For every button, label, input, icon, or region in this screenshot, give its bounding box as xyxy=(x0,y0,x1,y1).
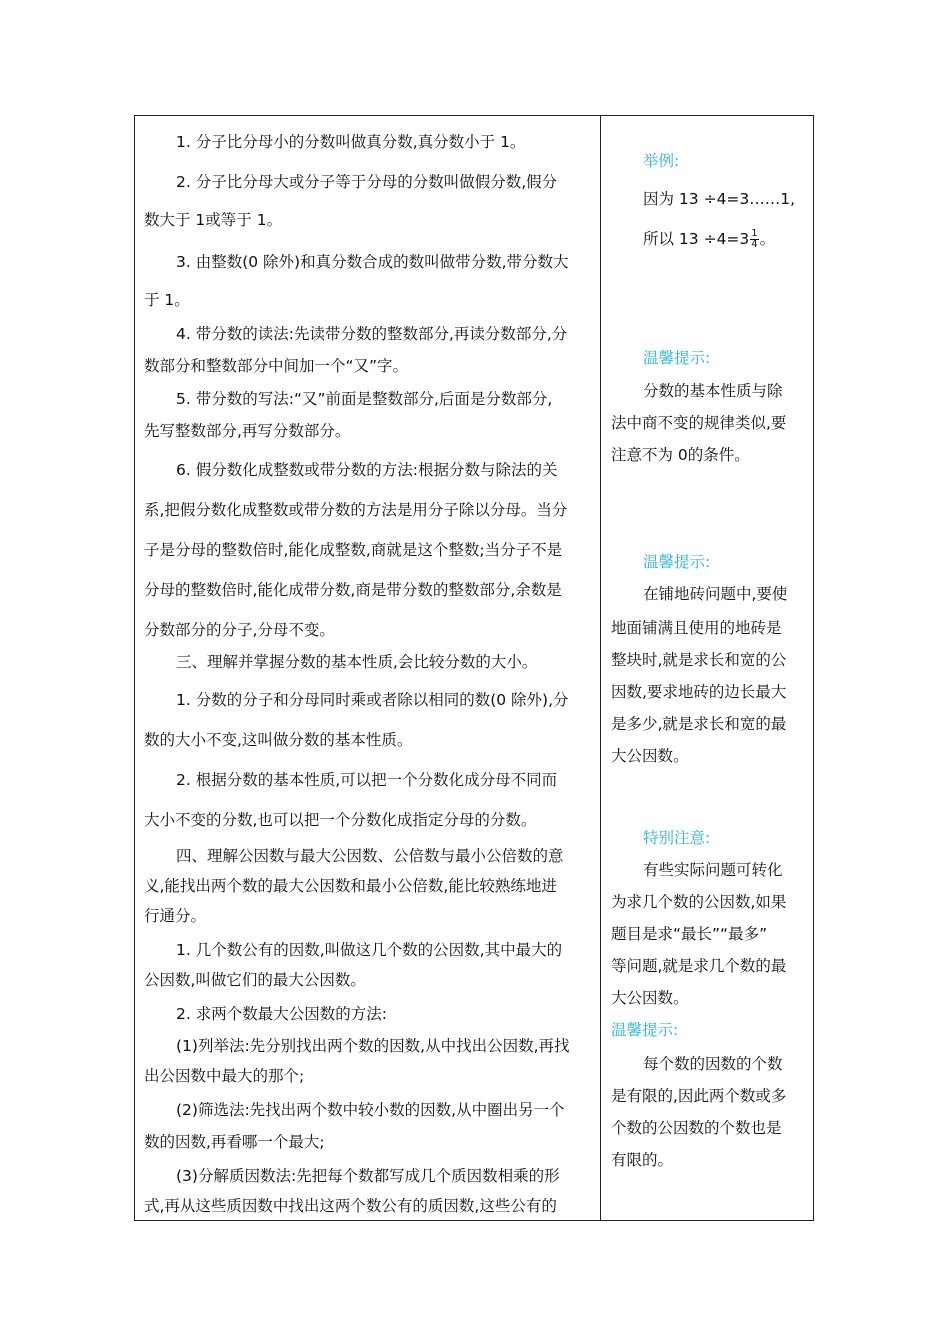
tip-line: 每个数的因数的个数 xyxy=(643,1055,783,1073)
tip-line: 等问题,就是求几个数的最 xyxy=(611,957,787,975)
main-line: 于 1。 xyxy=(144,291,190,309)
main-line: 子是分母的整数倍时,能化成整数,商就是这个整数;当分子不是 xyxy=(144,541,563,559)
main-line: 大小不变的分数,也可以把一个分数化成指定分母的分数。 xyxy=(144,811,537,829)
main-line: 先写整数部分,再写分数部分。 xyxy=(144,422,351,440)
tip-line: 因数,要求地砖的边长最大 xyxy=(611,683,787,701)
main-line: (3)分解质因数法:先把每个数都写成几个质因数相乘的形 xyxy=(176,1167,560,1185)
tip-title: 温馨提示: xyxy=(611,1021,679,1039)
main-line: 2. 根据分数的基本性质,可以把一个分数化成分母不同而 xyxy=(176,771,558,789)
main-line: 数的因数,再看哪一个最大; xyxy=(144,1133,325,1151)
fraction xyxy=(750,229,758,250)
section-heading: 三、理解并掌握分数的基本性质,会比较分数的大小。 xyxy=(176,653,538,671)
main-line: 1. 几个数公有的因数,叫做这几个数的公因数,其中最大的 xyxy=(176,941,563,959)
example-expression: 所以 13 ÷4=3 xyxy=(643,230,750,248)
example-line: 因为 13 ÷4=3……1, xyxy=(643,190,796,208)
tip-line: 个数的公因数的个数也是 xyxy=(611,1119,782,1137)
tip-line: 题目是求“最长”“最多” xyxy=(611,925,768,943)
main-line: 分母的整数倍时,能化成带分数,商是带分数的整数部分,余数是 xyxy=(144,581,562,599)
tip-line: 为求几个数的公因数,如果 xyxy=(611,893,787,911)
section-heading: 四、理解公因数与最大公因数、公倍数与最小公倍数的意 xyxy=(176,847,564,865)
tip-line: 分数的基本性质与除 xyxy=(643,382,783,400)
main-line: 系,把假分数化成整数或带分数的方法是用分子除以分母。当分 xyxy=(144,501,568,519)
tip-line: 大公因数。 xyxy=(611,989,689,1007)
main-line: 1. 分子比分母小的分数叫做真分数,真分数小于 1。 xyxy=(176,133,526,151)
tip-line: 地面铺满且使用的地砖是 xyxy=(611,619,782,637)
main-line: 分数部分的分子,分母不变。 xyxy=(144,621,335,639)
main-line: 3. 由整数(0 除外)和真分数合成的数叫做带分数,带分数大 xyxy=(176,253,569,271)
tip-title: 温馨提示: xyxy=(643,349,711,367)
tip-line: 在铺地砖问题中,要使 xyxy=(643,585,788,603)
main-line: 出公因数中最大的那个; xyxy=(144,1067,305,1085)
column-divider xyxy=(600,115,601,1221)
main-line: 5. 带分数的写法:“又”前面是整数部分,后面是分数部分, xyxy=(176,390,553,408)
tip-line: 有限的。 xyxy=(611,1151,674,1169)
main-line: 数大于 1或等于 1。 xyxy=(144,211,283,229)
main-line: 2. 求两个数最大公因数的方法: xyxy=(176,1005,387,1023)
main-line: (1)列举法:先分别找出两个数的因数,从中找出公因数,再找 xyxy=(176,1037,570,1055)
main-line: 2. 分子比分母大或分子等于分母的分数叫做假分数,假分 xyxy=(176,173,558,191)
tip-line: 是有限的,因此两个数或多 xyxy=(611,1087,787,1105)
tip-title: 特别注意: xyxy=(643,829,711,847)
example-suffix: 。 xyxy=(759,230,776,248)
tip-line: 有些实际问题可转化 xyxy=(643,861,783,879)
tip-line: 整块时,就是求长和宽的公 xyxy=(611,651,787,669)
main-line: 式,再从这些质因数中找出这两个数公有的质因数,这些公有的 xyxy=(144,1197,557,1215)
main-line: 义,能找出两个数的最大公因数和最小公倍数,能比较熟练地进 xyxy=(144,877,557,895)
main-line: 数的大小不变,这叫做分数的基本性质。 xyxy=(144,731,413,749)
fraction-denominator: 4 xyxy=(751,239,758,250)
tip-line: 注意不为 0的条件。 xyxy=(611,446,750,464)
tip-line: 大公因数。 xyxy=(611,747,689,765)
fraction-numerator: 1 xyxy=(751,228,758,239)
main-line: (2)筛选法:先找出两个数中较小数的因数,从中圈出另一个 xyxy=(176,1101,565,1119)
main-line: 6. 假分数化成整数或带分数的方法:根据分数与除法的关 xyxy=(176,461,558,479)
example-line xyxy=(643,229,775,250)
main-line: 行通分。 xyxy=(144,907,207,925)
tip-line: 法中商不变的规律类似,要 xyxy=(611,414,787,432)
tip-title: 温馨提示: xyxy=(643,553,711,571)
main-line: 公因数,叫做它们的最大公因数。 xyxy=(144,971,366,989)
main-line: 1. 分数的分子和分母同时乘或者除以相同的数(0 除外),分 xyxy=(176,691,569,709)
example-title: 举例: xyxy=(643,152,680,170)
main-line: 数部分和整数部分中间加一个“又”字。 xyxy=(144,357,409,375)
tip-line: 是多少,就是求长和宽的最 xyxy=(611,715,787,733)
main-line: 4. 带分数的读法:先读带分数的整数部分,再读分数部分,分 xyxy=(176,325,568,343)
